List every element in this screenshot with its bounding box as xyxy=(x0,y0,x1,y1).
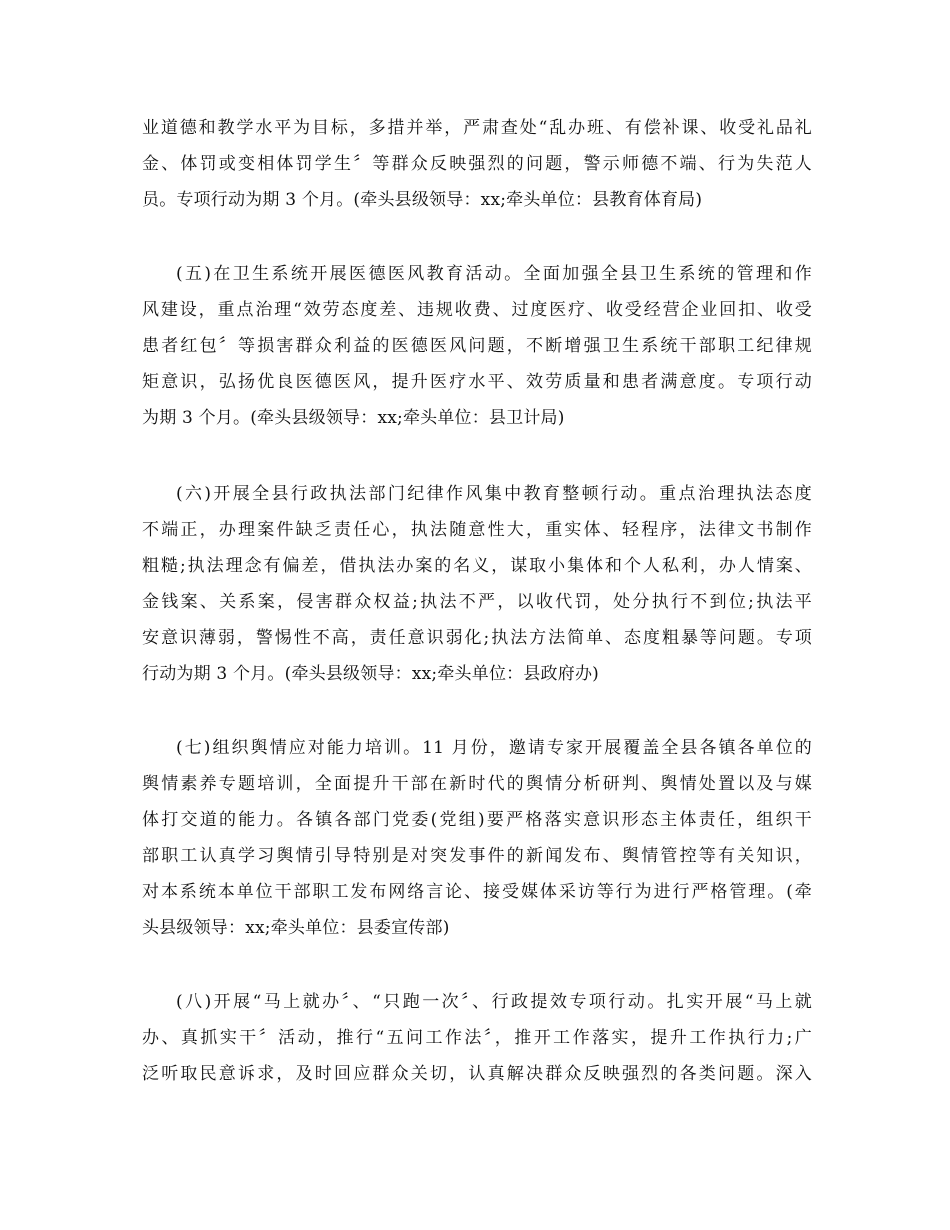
text-line: 金、体罚或变相体罚学生〞等群众反映强烈的问题，警示师德不端、行为失范人 xyxy=(142,154,812,174)
text-line: 患者红包〞等损害群众利益的医德医风问题，不断增强卫生系统干部职工纪律规 xyxy=(142,336,812,356)
text-line: 不端正，办理案件缺乏责任心，执法随意性大，重实体、轻程序，法律文书制作 xyxy=(142,520,812,540)
text-line: 对本系统本单位干部职工发布网络言论、接受媒体采访等行为进行严格管理。(牵 xyxy=(142,882,812,902)
text-line: (八)开展“马上就办〞、“只跑一次〞、行政提效专项行动。扎实开展“马上就 xyxy=(176,992,812,1012)
text-line: 风建设，重点治理“效劳态度差、违规收费、过度医疗、收受经营企业回扣、收受 xyxy=(142,300,812,320)
text-line: 头县级领导：xx;牵头单位：县委宣传部) xyxy=(142,918,450,938)
text-line: (六)开展全县行政执法部门纪律作风集中教育整顿行动。重点治理执法态度 xyxy=(176,484,812,504)
text-line: 粗糙;执法理念有偏差，借执法办案的名义，谋取小集体和个人私利，办人情案、 xyxy=(142,556,812,576)
paragraph-medical-ethics xyxy=(142,256,812,436)
text-line: (七)组织舆情应对能力培训。11 月份，邀请专家开展覆盖全县各镇各单位的 xyxy=(176,738,812,758)
paragraph-efficiency-campaign xyxy=(142,984,812,1092)
text-line: 舆情素养专题培训，全面提升干部在新时代的舆情分析研判、舆情处置以及与媒 xyxy=(142,774,812,794)
paragraph-teacher-ethics xyxy=(142,110,812,218)
text-line: (五)在卫生系统开展医德医风教育活动。全面加强全县卫生系统的管理和作 xyxy=(176,264,812,284)
text-line: 员。专项行动为期 3 个月。(牵头县级领导：xx;牵头单位：县教育体育局) xyxy=(142,190,703,210)
paragraph-law-enforcement xyxy=(142,476,812,692)
text-line: 金钱案、关系案，侵害群众权益;执法不严，以收代罚，处分执行不到位;执法平 xyxy=(142,592,812,612)
text-line: 办、真抓实干〞活动，推行“五问工作法〞，推开工作落实，提升工作执行力;广 xyxy=(142,1028,812,1048)
text-line: 行动为期 3 个月。(牵头县级领导：xx;牵头单位：县政府办) xyxy=(142,664,599,684)
paragraph-public-opinion-training xyxy=(142,730,812,946)
text-line: 矩意识，弘扬优良医德医风，提升医疗水平、效劳质量和患者满意度。专项行动 xyxy=(142,372,812,392)
text-line: 泛听取民意诉求，及时回应群众关切，认真解决群众反映强烈的各类问题。深入 xyxy=(142,1064,812,1084)
text-line: 体打交道的能力。各镇各部门党委(党组)要严格落实意识形态主体责任，组织干 xyxy=(142,810,812,830)
text-line: 安意识薄弱，警惕性不高，责任意识弱化;执法方法简单、态度粗暴等问题。专项 xyxy=(142,628,812,648)
text-line: 部职工认真学习舆情引导特别是对突发事件的新闻发布、舆情管控等有关知识， xyxy=(142,846,812,866)
text-line: 为期 3 个月。(牵头县级领导：xx;牵头单位：县卫计局) xyxy=(142,408,565,428)
text-line: 业道德和教学水平为目标，多措并举，严肃查处“乱办班、有偿补课、收受礼品礼 xyxy=(142,118,812,138)
